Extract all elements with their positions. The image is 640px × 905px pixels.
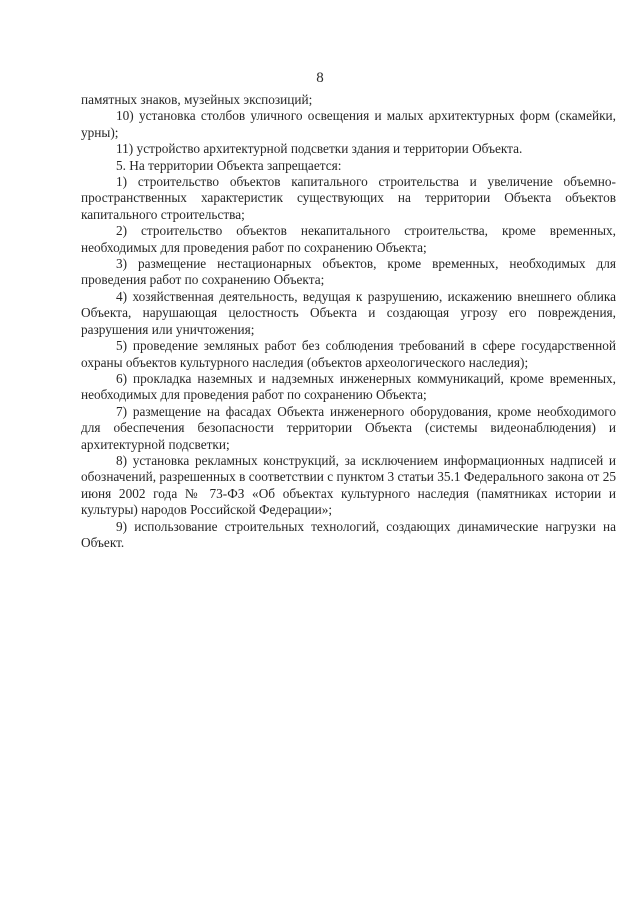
page-number: 8: [316, 70, 324, 86]
paragraph-item-11: 11) устройство архитектурной подсветки здания и территории Объекта.: [116, 141, 523, 157]
paragraph-prohibited-2: 2) строительство объектов некапитального строительства, кроме временных, необходимых для проведения работ по сохранению Объекта;: [81, 223, 616, 255]
paragraph-prohibited-3: 3) размещение нестационарных объектов, кроме временных, необходимых для проведения работ по сохранению Объекта;: [81, 256, 616, 288]
paragraph-prohibited-6: 6) прокладка наземных и надземных инженерных коммуникаций, кроме временных, необходимых для проведения работ по сохранению Объекта;: [81, 370, 616, 403]
paragraph-prohibited-7: 7) размещение на фасадах Объекта инженерного оборудования, кроме необходимого для обеспечения безопасности территории Объекта (системы видеонаблюдения) и архитектурной подсветки;: [81, 403, 616, 452]
document-body: [81, 92, 616, 551]
paragraph-prohibited-8: 8) установка рекламных конструкций, за исключением информационных надписей и обозначений, разрешенных в соответствии с пунктом 3 статьи 35.1 Федерального закона от 25 июня 2002 года № 73-ФЗ «Об объектах культурного наследия (памятниках истории и культуры) народов Российской Федерации»;: [81, 452, 616, 518]
paragraph-continuation: памятных знаков, музейных экспозиций;: [81, 92, 313, 107]
paragraph-prohibited-5: 5) проведение земляных работ без соблюдения требований в сфере государственной охраны объектов культурного наследия (объектов археологического наследия);: [81, 338, 616, 370]
paragraph-prohibited-1: 1) строительство объектов капитального строительства и увеличение объемно-пространственных характеристик существующих на территории Объекта объектов капитального строительства;: [81, 174, 616, 222]
paragraph-prohibited-9: 9) использование строительных технологий, создающих динамические нагрузки на Объект.: [81, 518, 616, 550]
paragraph-section-5: 5. На территории Объекта запрещается:: [116, 157, 342, 173]
paragraph-item-10: 10) установка столбов уличного освещения и малых архитектурных форм (скамейки, урны);: [81, 108, 616, 140]
paragraph-prohibited-4: 4) хозяйственная деятельность, ведущая к разрушению, искажению внешнего облика Объекта, нарушающая целостность Объекта и создающая угрозу его повреждения, разрушения или уничтожения;: [81, 288, 616, 337]
